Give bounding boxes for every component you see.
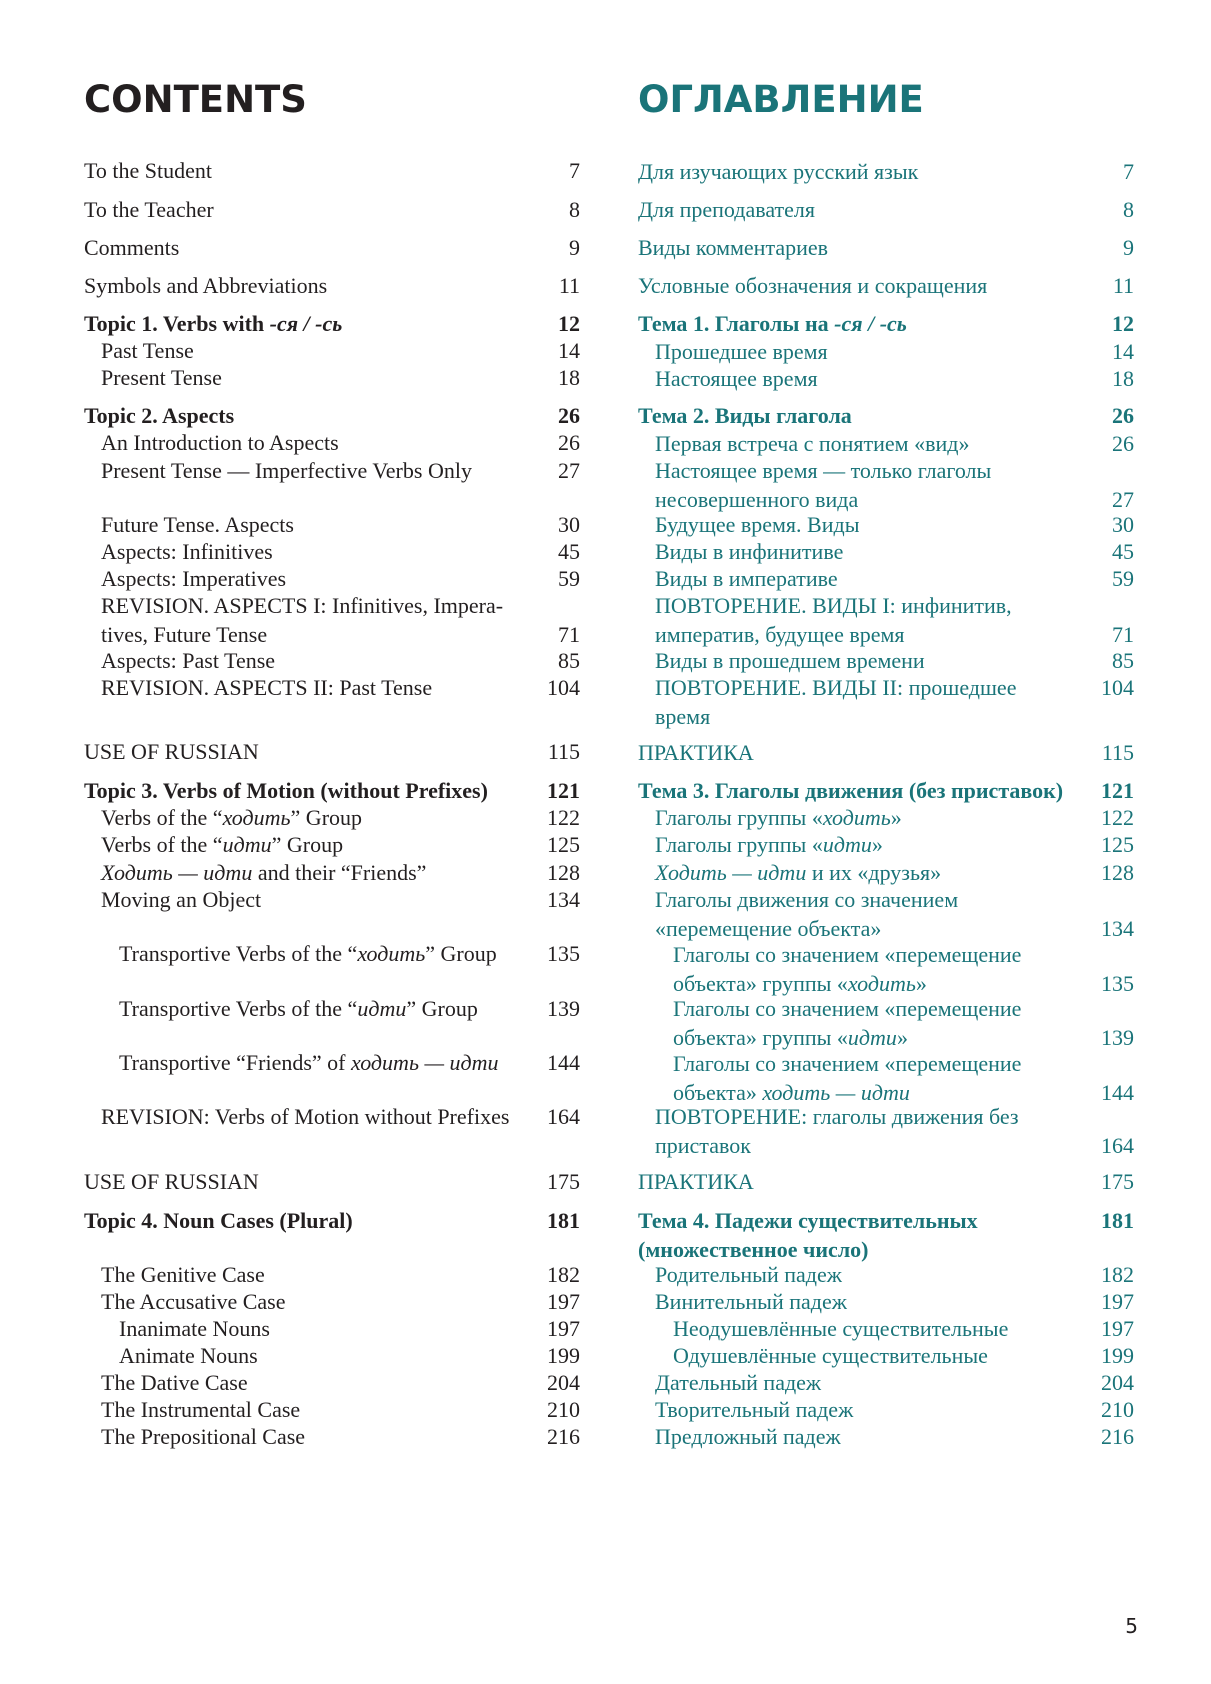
- toc-entry-title: Тема 2. Виды глагола: [638, 403, 852, 428]
- toc-entry-title: Для преподавателя: [638, 197, 816, 222]
- toc-entry-page: 104: [547, 675, 580, 700]
- toc-entry-title: Виды комментариев: [638, 235, 829, 260]
- toc-entry-title: Topic 3. Verbs of Motion (without Prefixes): [84, 778, 488, 803]
- toc-entry-page: 14: [558, 338, 580, 363]
- toc-entry-page: 45: [558, 539, 580, 564]
- english-toc-entry[interactable]: [84, 1260, 580, 1289]
- russian-toc-entry[interactable]: [638, 537, 1134, 566]
- toc-entry-title: Moving an Object: [101, 887, 262, 912]
- english-toc-entry[interactable]: [84, 401, 580, 430]
- toc-entry-title: Виды в инфинитиве: [655, 539, 844, 564]
- toc-entry-title: To the Student: [84, 158, 213, 183]
- toc-entry-title: Глаголы со значением «перемещение объекта» ходить — идти: [673, 1051, 1022, 1105]
- toc-entry-page: 128: [1101, 860, 1134, 885]
- contents-heading: CONTENTS: [84, 78, 307, 121]
- russian-toc-entry[interactable]: [638, 1049, 1134, 1107]
- toc-entry-page: 18: [1112, 366, 1134, 391]
- toc-entry-page: 144: [1101, 1080, 1134, 1105]
- toc-entry-title: Настоящее время — только глаголы несовершенного вида: [655, 458, 992, 512]
- english-toc-entry[interactable]: [84, 336, 580, 365]
- toc-entry-page: 8: [569, 197, 580, 222]
- russian-toc-entry[interactable]: [638, 564, 1134, 593]
- toc-entry-page: 85: [1112, 648, 1134, 673]
- russian-toc-entry[interactable]: [638, 1368, 1134, 1397]
- english-toc-entry[interactable]: [84, 537, 580, 566]
- toc-entry-page: 7: [1123, 159, 1134, 184]
- toc-entry-page: 197: [1101, 1316, 1134, 1341]
- russian-toc-entry[interactable]: [638, 1422, 1134, 1451]
- toc-entry-title: ПОВТОРЕНИЕ. ВИДЫ II: прошедшее время: [655, 675, 1017, 729]
- toc-entry-title: Future Tense. Aspects: [101, 512, 294, 537]
- russian-toc-entry[interactable]: [638, 1287, 1134, 1316]
- toc-entry-title: USE OF RUSSIAN: [84, 1169, 259, 1194]
- toc-entry-page: 59: [558, 566, 580, 591]
- russian-toc-entry[interactable]: [638, 776, 1134, 805]
- toc-entry-title: ПОВТОРЕНИЕ. ВИДЫ I: инфинитив, императив, будущее время: [655, 593, 1012, 647]
- russian-toc-entry[interactable]: [638, 401, 1134, 430]
- toc-entry-page: 134: [1101, 916, 1134, 941]
- russian-toc-entry[interactable]: [638, 456, 1134, 514]
- toc-entry-page: 175: [1101, 1169, 1134, 1194]
- toc-entry-page: 204: [1101, 1370, 1134, 1395]
- toc-entry-page: 11: [1112, 273, 1134, 298]
- english-toc-entry[interactable]: [84, 830, 580, 859]
- toc-entry-page: 164: [1101, 1133, 1134, 1158]
- russian-toc-entry[interactable]: [638, 1102, 1134, 1160]
- russian-toc-entry[interactable]: [638, 858, 1134, 887]
- toc-entry-title: Будущее время. Виды: [655, 512, 860, 537]
- english-toc-entry[interactable]: [84, 591, 580, 649]
- toc-entry-page: 104: [1101, 675, 1134, 700]
- toc-entry-page: 210: [547, 1397, 580, 1422]
- russian-toc-entry[interactable]: [638, 738, 1134, 767]
- toc-entry-title: Present Tense: [101, 365, 222, 390]
- toc-entry-title: Verbs of the “идти” Group: [101, 832, 344, 857]
- toc-entry-page: 7: [569, 158, 580, 183]
- toc-entry-page: 14: [1112, 339, 1134, 364]
- russian-toc-entry[interactable]: [638, 1167, 1134, 1196]
- english-toc-entry[interactable]: [84, 1368, 580, 1397]
- toc-entry-title: Предложный падеж: [655, 1424, 841, 1449]
- toc-entry-title: Условные обозначения и сокращения: [638, 273, 988, 298]
- toc-entry-page: 26: [1112, 403, 1134, 428]
- russian-toc-entry[interactable]: [638, 195, 1134, 224]
- toc-entry-title: ПОВТОРЕНИЕ: глаголы движения без приставок: [655, 1104, 1019, 1158]
- toc-entry-title: Transportive “Friends” of ходить — идти: [119, 1050, 499, 1075]
- russian-toc-entry[interactable]: [638, 337, 1134, 366]
- toc-entry-title: Глаголы группы «идти»: [655, 832, 883, 857]
- toc-entry-page: 164: [547, 1104, 580, 1129]
- toc-entry-page: 27: [558, 458, 580, 483]
- russian-toc-entry[interactable]: [638, 271, 1134, 300]
- english-toc-entry[interactable]: [84, 363, 580, 392]
- toc-entry-title: Transportive Verbs of the “ходить” Group: [119, 941, 497, 966]
- toc-entry-title: Тема 4. Падежи существительных (множественное число): [638, 1208, 978, 1262]
- english-toc-entry[interactable]: [84, 564, 580, 593]
- toc-entry-title: Aspects: Imperatives: [101, 566, 287, 591]
- toc-entry-page: 182: [547, 1262, 580, 1287]
- toc-entry-title: Виды в прошедшем времени: [655, 648, 925, 673]
- toc-entry-page: 115: [547, 739, 580, 764]
- toc-entry-page: 30: [558, 512, 580, 537]
- toc-entry-title: Творительный падеж: [655, 1397, 854, 1422]
- toc-entry-page: 45: [1112, 539, 1134, 564]
- english-toc-entry[interactable]: [84, 1287, 580, 1316]
- toc-entry-title: Родительный падеж: [655, 1262, 842, 1287]
- russian-toc-entry[interactable]: [638, 803, 1134, 832]
- toc-entry-page: 9: [1123, 235, 1134, 260]
- toc-entry-title: USE OF RUSSIAN: [84, 739, 259, 764]
- toc-entry-title: Тема 1. Глаголы на -ся / -сь: [638, 311, 907, 336]
- toc-entry-title: Настоящее время: [655, 366, 818, 391]
- toc-entry-page: 199: [547, 1343, 580, 1368]
- english-toc-entry[interactable]: [84, 994, 580, 1023]
- toc-entry-title: Первая встреча с понятием «вид»: [655, 431, 970, 456]
- toc-entry-title: Глаголы со значением «перемещение объекта» группы «идти»: [673, 996, 1022, 1050]
- toc-entry-title: REVISION. ASPECTS I: Infinitives, Impera-tives, Future Tense: [101, 593, 504, 647]
- russian-toc-entry[interactable]: [638, 830, 1134, 859]
- toc-entry-title: Для изучающих русский язык: [638, 159, 919, 184]
- toc-entry-page: 26: [1112, 431, 1134, 456]
- toc-entry-title: The Prepositional Case: [101, 1424, 306, 1449]
- english-toc-entry[interactable]: [84, 673, 580, 702]
- english-toc-entry[interactable]: [84, 1206, 580, 1235]
- english-toc-entry[interactable]: [84, 885, 580, 914]
- toc-entry-title: Ходить — идти and their “Friends”: [101, 860, 427, 885]
- toc-entry-title: Past Tense: [101, 338, 194, 363]
- toc-entry-page: 12: [1112, 311, 1134, 336]
- toc-entry-title: Одушевлённые существительные: [673, 1343, 988, 1368]
- toc-entry-title: Глаголы со значением «перемещение объекта» группы «ходить»: [673, 942, 1022, 996]
- english-toc-entry[interactable]: [84, 646, 580, 675]
- toc-entry-page: 30: [1112, 512, 1134, 537]
- toc-entry-page: 71: [558, 622, 580, 647]
- page-number: 5: [1125, 1614, 1138, 1638]
- toc-entry-page: 27: [1112, 487, 1134, 512]
- russian-toc-entry[interactable]: [638, 1395, 1134, 1424]
- toc-entry-title: Винительный падеж: [655, 1289, 847, 1314]
- toc-entry-title: The Dative Case: [101, 1370, 248, 1395]
- toc-entry-page: 11: [558, 273, 580, 298]
- russian-toc-entry[interactable]: [638, 591, 1134, 649]
- toc-entry-page: 204: [547, 1370, 580, 1395]
- toc-entry-page: 18: [558, 365, 580, 390]
- russian-toc-entry[interactable]: [638, 510, 1134, 539]
- english-toc-entry[interactable]: [84, 510, 580, 539]
- toc-entry-title: Виды в императиве: [655, 566, 838, 591]
- toc-entry-title: Topic 4. Noun Cases (Plural): [84, 1208, 353, 1233]
- toc-entry-page: 115: [1101, 740, 1134, 765]
- toc-entry-page: 144: [547, 1050, 580, 1075]
- toc-entry-page: 121: [547, 778, 580, 803]
- oglavlenie-heading: ОГЛАВЛЕНИЕ: [638, 78, 924, 121]
- toc-entry-page: 8: [1123, 197, 1134, 222]
- toc-entry-title: Неодушевлённые существительные: [673, 1316, 1009, 1341]
- toc-entry-page: 135: [1101, 971, 1134, 996]
- english-toc-entry[interactable]: [84, 1314, 580, 1343]
- toc-entry-page: 197: [547, 1289, 580, 1314]
- toc-entry-page: 210: [1101, 1397, 1134, 1422]
- toc-entry-page: 139: [1101, 1025, 1134, 1050]
- toc-entry-page: 12: [558, 311, 580, 336]
- russian-toc-entry[interactable]: [638, 1341, 1134, 1370]
- toc-entry-title: REVISION. ASPECTS II: Past Tense: [101, 675, 433, 700]
- english-toc-entry[interactable]: [84, 1102, 580, 1131]
- toc-entry-page: 59: [1112, 566, 1134, 591]
- russian-toc-entry[interactable]: [638, 1206, 1134, 1264]
- toc-entry-title: An Introduction to Aspects: [101, 430, 339, 455]
- toc-entry-title: The Instrumental Case: [101, 1397, 301, 1422]
- toc-entry-page: 181: [547, 1208, 580, 1233]
- english-toc-entry[interactable]: [84, 776, 580, 805]
- toc-entry-title: The Accusative Case: [101, 1289, 286, 1314]
- russian-toc-entry[interactable]: [638, 885, 1134, 943]
- russian-toc-entry[interactable]: [638, 994, 1134, 1052]
- english-toc-entry[interactable]: [84, 195, 580, 224]
- toc-entry-page: 199: [1101, 1343, 1134, 1368]
- english-toc-entry[interactable]: [84, 428, 580, 457]
- toc-entry-title: Ходить — идти и их «друзья»: [655, 860, 942, 885]
- toc-entry-page: 197: [547, 1316, 580, 1341]
- english-toc-entry[interactable]: [84, 233, 580, 262]
- english-toc-entry[interactable]: [84, 456, 580, 485]
- toc-entry-title: Topic 1. Verbs with -ся / -сь: [84, 311, 343, 336]
- english-toc-entry[interactable]: [84, 156, 580, 185]
- english-toc-entry[interactable]: [84, 737, 580, 766]
- russian-toc-entry[interactable]: [638, 673, 1134, 731]
- toc-entry-page: 216: [1101, 1424, 1134, 1449]
- toc-entry-page: 175: [547, 1169, 580, 1194]
- toc-entry-title: Глаголы группы «ходить»: [655, 805, 902, 830]
- english-toc-entry[interactable]: [84, 1167, 580, 1196]
- toc-entry-page: 122: [1101, 805, 1134, 830]
- toc-entry-title: Aspects: Infinitives: [101, 539, 273, 564]
- english-toc-entry[interactable]: [84, 1395, 580, 1424]
- toc-entry-title: ПРАКТИКА: [638, 740, 754, 765]
- toc-entry-title: Animate Nouns: [119, 1343, 258, 1368]
- toc-entry-page: 9: [569, 235, 580, 260]
- toc-entry-page: 125: [547, 832, 580, 857]
- toc-entry-page: 182: [1101, 1262, 1134, 1287]
- toc-entry-page: 139: [547, 996, 580, 1021]
- toc-entry-page: 26: [558, 430, 580, 455]
- toc-entry-title: Aspects: Past Tense: [101, 648, 276, 673]
- english-toc-entry[interactable]: [84, 1048, 580, 1077]
- english-toc-entry[interactable]: [84, 803, 580, 832]
- russian-toc-entry[interactable]: [638, 429, 1134, 458]
- russian-toc-entry[interactable]: [638, 940, 1134, 998]
- english-toc-entry[interactable]: [84, 1422, 580, 1451]
- toc-entry-title: Тема 3. Глаголы движения (без приставок): [638, 778, 1064, 803]
- toc-entry-title: ПРАКТИКА: [638, 1169, 754, 1194]
- english-toc-entry[interactable]: [84, 1341, 580, 1370]
- russian-toc-entry[interactable]: [638, 309, 1134, 338]
- toc-entry-page: 26: [558, 403, 580, 428]
- russian-toc-entry[interactable]: [638, 233, 1134, 262]
- toc-entry-title: Topic 2. Aspects: [84, 403, 235, 428]
- english-toc-entry[interactable]: [84, 858, 580, 887]
- toc-entry-title: Дательный падеж: [655, 1370, 822, 1395]
- toc-entry-title: Глаголы движения со значением «перемещение объекта»: [655, 887, 959, 941]
- toc-entry-page: 71: [1112, 622, 1134, 647]
- toc-entry-page: 122: [547, 805, 580, 830]
- russian-toc-entry[interactable]: [638, 364, 1134, 393]
- russian-toc-entry[interactable]: [638, 1260, 1134, 1289]
- english-toc-entry[interactable]: [84, 939, 580, 968]
- toc-entry-title: To the Teacher: [84, 197, 214, 222]
- toc-entry-page: 135: [547, 941, 580, 966]
- toc-entry-title: Transportive Verbs of the “идти” Group: [119, 996, 478, 1021]
- toc-entry-page: 216: [547, 1424, 580, 1449]
- toc-entry-page: 125: [1101, 832, 1134, 857]
- russian-toc-entry[interactable]: [638, 1314, 1134, 1343]
- toc-entry-page: 197: [1101, 1289, 1134, 1314]
- toc-entry-title: Verbs of the “ходить” Group: [101, 805, 363, 830]
- toc-entry-page: 85: [558, 648, 580, 673]
- toc-entry-page: 128: [547, 860, 580, 885]
- english-toc-entry[interactable]: [84, 271, 580, 300]
- toc-entry-page: 121: [1101, 778, 1134, 803]
- toc-entry-title: Symbols and Abbreviations: [84, 273, 328, 298]
- toc-entry-title: Прошедшее время: [655, 339, 828, 364]
- russian-toc-entry[interactable]: [638, 646, 1134, 675]
- toc-entry-title: Comments: [84, 235, 180, 260]
- toc-entry-title: Inanimate Nouns: [119, 1316, 270, 1341]
- toc-entry-title: The Genitive Case: [101, 1262, 265, 1287]
- toc-entry-title: Present Tense — Imperfective Verbs Only: [101, 458, 472, 483]
- russian-toc-entry[interactable]: [638, 157, 1134, 186]
- toc-entry-title: REVISION: Verbs of Motion without Prefixes: [101, 1104, 510, 1129]
- toc-entry-page: 134: [547, 887, 580, 912]
- english-toc-entry[interactable]: [84, 309, 580, 338]
- toc-entry-page: 181: [1101, 1208, 1134, 1233]
